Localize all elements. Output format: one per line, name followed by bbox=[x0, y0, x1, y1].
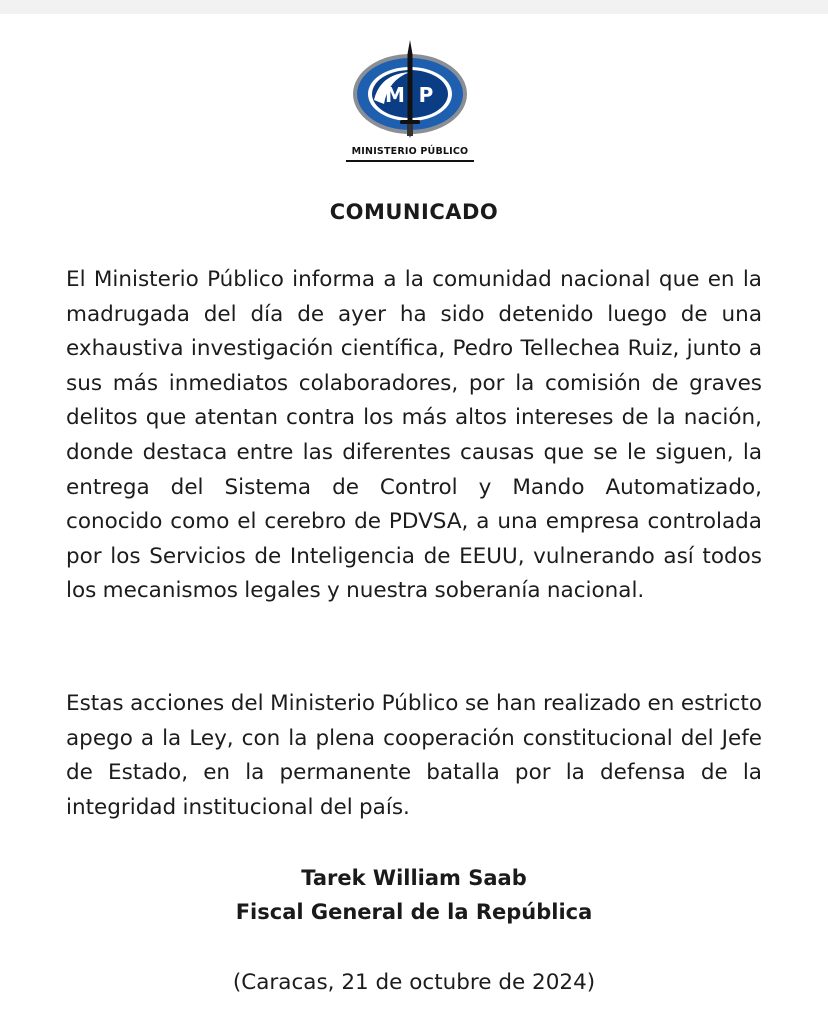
logo-underline bbox=[346, 160, 474, 162]
date-line: (Caracas, 21 de octubre de 2024) bbox=[232, 970, 596, 995]
signatory-name: Tarek William Saab bbox=[301, 866, 527, 890]
logo-emblem-icon bbox=[340, 38, 480, 146]
logo-letter-p: P bbox=[418, 83, 434, 107]
ministerio-publico-logo bbox=[340, 38, 480, 168]
body-paragraph-2: Estas acciones del Ministerio Público se han realizado en estricto apego a la Ley, con la plena cooperación constitucional del Jefe de Estado, en la permanente batalla por la defensa de la integridad institucional del país. bbox=[66, 691, 762, 820]
document-heading: COMUNICADO bbox=[329, 200, 499, 224]
signatory-title: Fiscal General de la República bbox=[235, 900, 593, 924]
logo-caption: MINISTERIO PÚBLICO bbox=[351, 146, 469, 157]
logo-letter-m: M bbox=[385, 83, 405, 107]
body-paragraph-1: El Ministerio Público informa a la comunidad nacional que en la madrugada del día de ayer ha sido detenido luego de una exhaustiva investigación científica, Pedro Tellechea Ruiz, junto a sus más inmediatos colaboradores, por la comisión de graves delitos que atentan contra los más altos intereses de la nación, donde destaca entre las diferentes causas que se le siguen, la entrega del Sistema de Control y Mando Automatizado, conocido como el cerebro de PDVSA, a una empresa controlada por los Servicios de Inteligencia de EEUU, vulnerando así todos los mecanismos legales y nuestra soberanía nacional. bbox=[66, 267, 762, 604]
document-page bbox=[0, 14, 828, 1027]
